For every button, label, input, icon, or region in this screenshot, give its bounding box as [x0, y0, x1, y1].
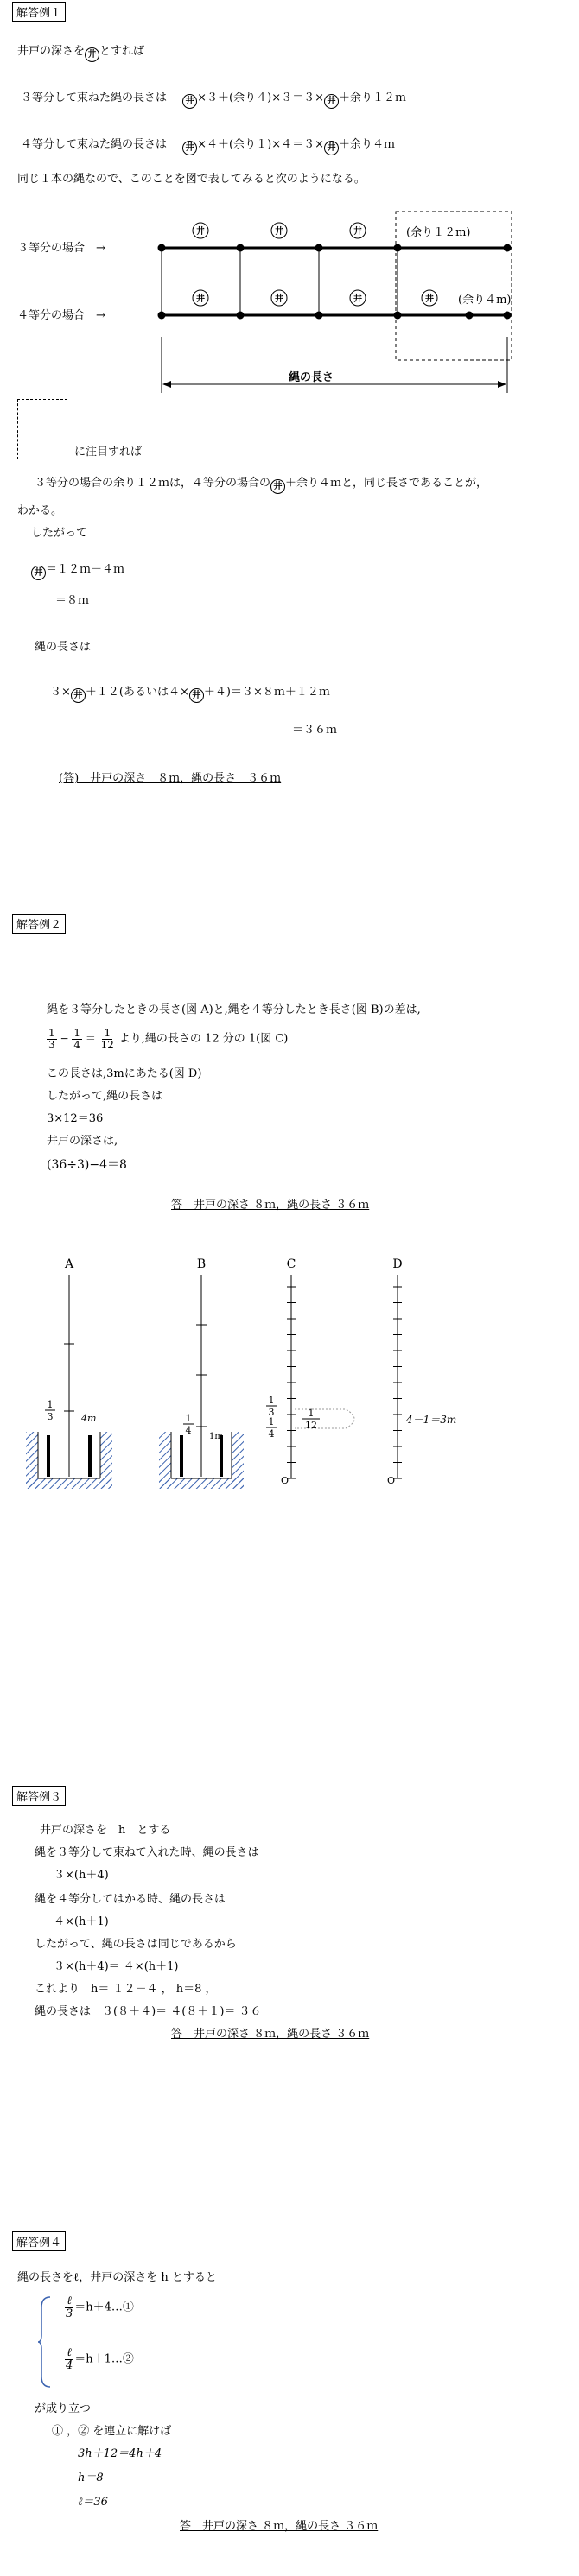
well-rope-diagram [0, 1252, 579, 1494]
ex3-answer: 答 井戸の深さ ８ｍ，縄の長さ ３６ｍ [171, 2028, 370, 2041]
ex3-line-5: ４×(h＋1) [54, 1915, 109, 1928]
svg-text:1: 1 [47, 1399, 54, 1410]
ex2-line-4: したがって,縄の長さは [47, 1090, 163, 1103]
system-brace [38, 2295, 55, 2389]
svg-text:1: 1 [268, 1395, 275, 1406]
ex3-line-9: 縄の長さは ３(８＋４)＝ ４(８＋１)＝ ３６ [35, 2005, 262, 2018]
fraction-b [183, 1413, 194, 1436]
well-icon: 井 [189, 688, 204, 703]
knot-dot [466, 312, 474, 320]
ex2-line-1: 縄を３等分したときの長さ(図 A)と,縄を４等分したとき長さ(図 B)の差は, [47, 1003, 421, 1016]
well-icon [193, 223, 208, 238]
knot-dot [394, 244, 402, 252]
fraction-c-1-4 [266, 1416, 277, 1440]
ex1-answer: (答) 井戸の深さ ８ｍ，縄の長さ ３６ｍ [59, 772, 282, 785]
ex3-line-4: 縄を４等分してはかる時、縄の長さは [35, 1893, 226, 1906]
fraction-1-12: $\frac{1}{12}$ [100, 1027, 114, 1051]
ex3-line-7: ３×(h＋4)＝ ４×(h＋1) [54, 1960, 179, 1973]
diagram-label-b: B [196, 1257, 207, 1271]
well-icon [271, 223, 287, 238]
axis-c-origin: O [281, 1475, 290, 1486]
svg-text:3: 3 [268, 1407, 275, 1418]
ex1-para-1: ３等分の場合の余り１２ｍは，４等分の場合の 井 ＋余り４ｍと，同じ長さであることが， [35, 473, 487, 494]
ex1-line-3: ４等分して束ねた縄の長さは 井 ×４＋(余り１)×４＝３× 井 ＋余り４ｍ [21, 135, 395, 155]
ex1-para-5: ＝８ｍ [55, 594, 90, 607]
example-2-label: 解答例２ [12, 914, 66, 934]
well-icon: 井 [270, 479, 285, 494]
knot-dot [315, 312, 323, 320]
well-icon [271, 290, 287, 306]
case4-label: ４等分の場合 → [17, 309, 105, 322]
well-icon: 井 [324, 94, 339, 109]
fraction-1-3: $\frac{1}{3}$ [48, 1027, 55, 1051]
ex3-line-6: したがって、縄の長さは同じであるから [35, 1938, 237, 1951]
well-icon: 井 [85, 47, 99, 62]
ex3-line-8: これより h＝ １２－４ ， h＝8 ， [35, 1983, 217, 1996]
svg-text:井: 井 [196, 294, 205, 304]
arrow-left-icon [162, 381, 171, 388]
svg-text:12: 12 [305, 1420, 317, 1431]
ex4-line-3: ① ，② を連立に解けば [52, 2425, 172, 2438]
example-3-label: 解答例３ [12, 1786, 66, 1806]
well-icon: 井 [182, 94, 197, 109]
ex3-line-1: 井戸の深さを h とする [40, 1824, 171, 1837]
well-icon: 井 [31, 566, 46, 580]
ex2-line-5: 3×12＝36 [47, 1112, 104, 1125]
well-icon: 井 [71, 688, 86, 703]
ex1-para-2: わかる。 [17, 504, 63, 517]
well-icon [350, 223, 366, 238]
ex2-line-6: 井戸の深さは, [47, 1135, 118, 1148]
fraction-c-1-12 [302, 1408, 320, 1431]
well-icon: 井 [324, 141, 339, 155]
d-equation-label: 4－1＝3m [406, 1414, 457, 1426]
ex3-line-3: ３×(h＋4) [54, 1869, 109, 1882]
svg-text:井: 井 [425, 294, 434, 304]
ex1-para-7: ３× 井 ＋１２(あるいは４× 井 ＋４)＝３×８ｍ＋１２ｍ [50, 682, 330, 703]
ex2-line-3: この長さは,3mにあたる(図 D) [47, 1067, 202, 1080]
ex1-note: に注目すれば [74, 446, 143, 459]
ex1-para-6: 縄の長さは [35, 641, 92, 654]
arrow-right-icon [498, 381, 506, 388]
knot-dot [394, 312, 402, 320]
rope-length-label: 縄の長さ [288, 371, 334, 384]
svg-text:井: 井 [196, 227, 205, 237]
ex4-answer: 答 井戸の深さ ８ｍ，縄の長さ ３６ｍ [180, 2520, 379, 2533]
diagram-label-d: D [392, 1257, 403, 1271]
svg-text:1: 1 [268, 1416, 275, 1427]
diagram-label-c: C [286, 1257, 296, 1271]
svg-text:井: 井 [353, 294, 362, 304]
ex4-equation-2: $\frac{\text{ℓ}}{4}$ ＝h＋1…② [66, 2346, 134, 2372]
svg-text:4: 4 [185, 1425, 192, 1436]
knot-dot [237, 312, 245, 320]
example-4-label: 解答例４ [12, 2231, 66, 2251]
knot-dot [504, 244, 512, 252]
svg-text:4: 4 [268, 1428, 275, 1440]
well-icon [350, 290, 366, 306]
svg-text:井: 井 [275, 227, 283, 237]
ex4-line-5: h＝8 [78, 2472, 104, 2484]
svg-text:井: 井 [353, 227, 362, 237]
ex4-line-4: 3h＋12＝4h＋4 [78, 2447, 162, 2460]
rope-diagram [0, 186, 579, 410]
ex1-para-3: したがって [31, 527, 88, 540]
axis-d-origin: O [387, 1475, 396, 1486]
ex3-line-2: 縄を３等分して束ねて入れた時、縄の長さは [35, 1846, 259, 1859]
svg-text:1: 1 [185, 1413, 192, 1424]
ex2-answer: 答 井戸の深さ ８ｍ，縄の長さ ３６ｍ [171, 1199, 370, 1212]
remainder-4-label: (余り４m) [458, 294, 512, 307]
ex4-line-6: ℓ＝36 [78, 2496, 108, 2509]
knot-dot [504, 312, 512, 320]
ex1-para-8: ＝３６ｍ [292, 724, 338, 737]
knot-dot [158, 312, 166, 320]
knot-dot [315, 244, 323, 252]
ex1-para-4: 井 ＝１２ｍ－４ｍ [31, 560, 124, 580]
diagram-label-a: A [64, 1257, 74, 1271]
well-icon [422, 290, 437, 306]
a-length-label: 4m [81, 1413, 97, 1424]
ex2-fraction-line: $\frac{1}{3}$ − $\frac{1}{4}$ ＝ $\frac{1}{12}$ より,縄の長さの 12 分の 1(図 C) [48, 1027, 289, 1051]
well-icon: 井 [182, 141, 197, 155]
svg-text:井: 井 [275, 294, 283, 304]
fraction-1-4: $\frac{1}{4}$ [73, 1027, 80, 1051]
svg-text:3: 3 [47, 1411, 54, 1422]
ex4-line-2: が成り立つ [35, 2402, 92, 2415]
example-1-label: 解答例１ [12, 2, 66, 22]
ex4-line-1: 縄の長さをℓ，井戸の深さを h とすると [17, 2271, 217, 2284]
svg-text:1: 1 [308, 1408, 315, 1419]
remainder-12-label: (余り１２m) [406, 226, 471, 239]
fraction-a [45, 1399, 55, 1422]
fraction-c-1-3 [266, 1395, 277, 1418]
b-length-label: 1m [209, 1432, 223, 1441]
ex2-line-7: (36÷3)−4＝8 [47, 1158, 127, 1172]
ex1-line-1: 井戸の深さを 井 とすれば [17, 41, 144, 62]
ex4-equation-1: $\frac{\text{ℓ}}{3}$ ＝h＋4…① [66, 2294, 134, 2320]
well-icon [193, 290, 208, 306]
knot-dot [237, 244, 245, 252]
case3-label: ３等分の場合 → [17, 242, 105, 255]
dashed-note-box [17, 399, 67, 459]
ex1-line-2: ３等分して束ねた縄の長さは 井 ×３＋(余り４)×３＝３× 井 ＋余り１２ｍ [21, 88, 406, 109]
knot-dot [158, 244, 166, 252]
ex1-line-4: 同じ１本の縄なので、このことを図で表してみると次のようになる。 [17, 173, 366, 186]
